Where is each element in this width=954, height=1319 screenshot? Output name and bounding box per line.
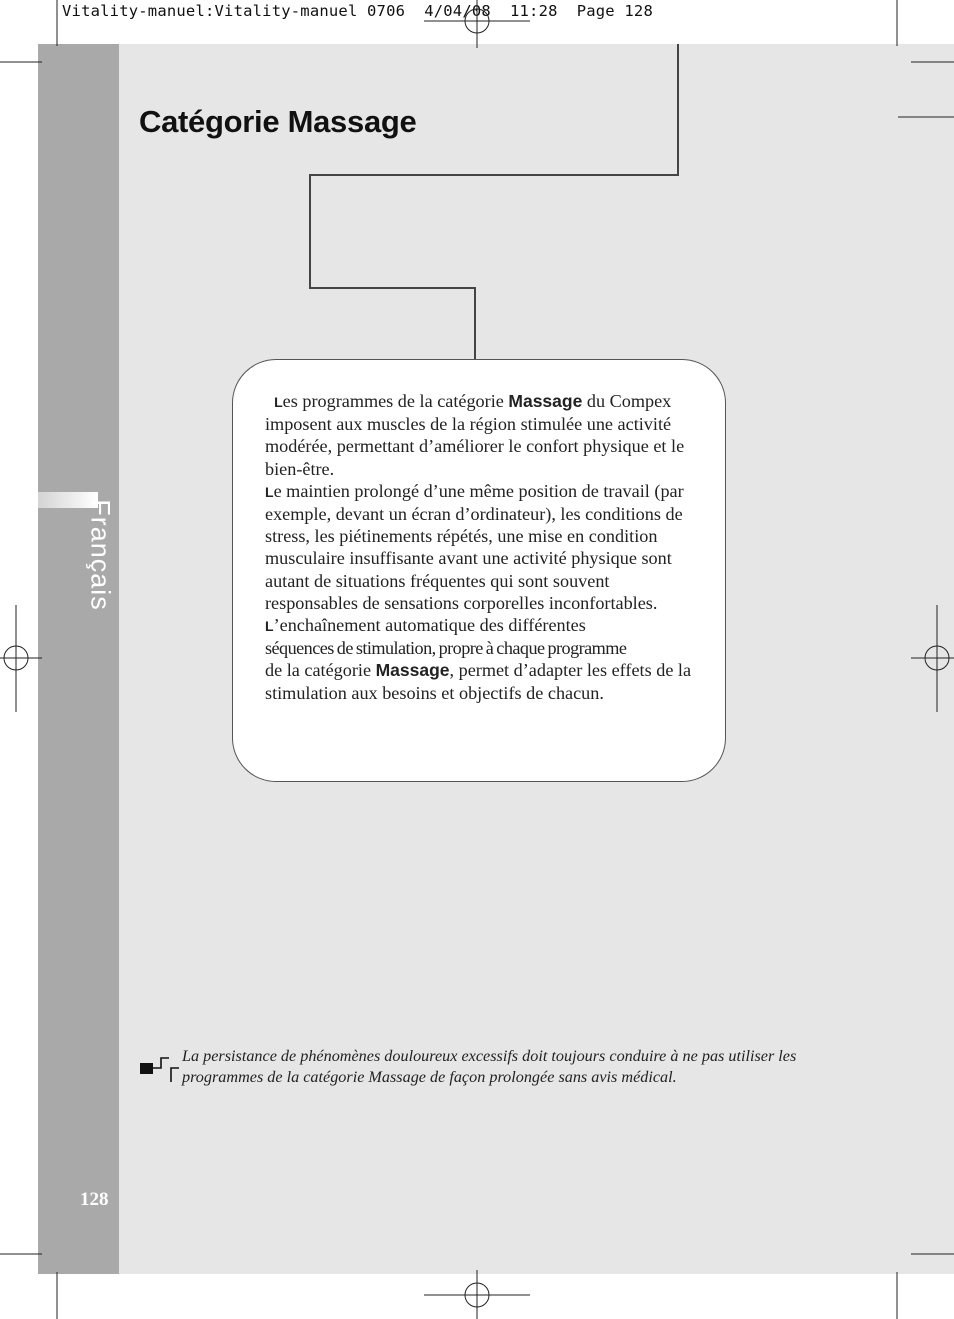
paragraph-text: es programmes de la catégorie — [282, 391, 509, 411]
paragraph-text: ’enchaînement automatique des différentes — [273, 615, 586, 636]
drop-initial: L — [265, 618, 274, 635]
brand-name: Massage — [375, 660, 450, 681]
paragraph-text: séquences de stimulation, propre à chaque programme — [265, 638, 627, 659]
page-number: 128 — [80, 1189, 109, 1210]
brand-name: Massage — [508, 391, 583, 411]
print-slug: Vitality-manuel:Vitality-manuel 0706 4/04/08 11:28 Page 128 — [62, 2, 653, 20]
intro-text-box — [232, 359, 726, 782]
language-tab: Français — [85, 499, 116, 611]
intro-paragraph-2 — [265, 480, 695, 614]
drop-initial: L — [265, 483, 274, 500]
intro-paragraph-1 — [265, 390, 695, 480]
intro-paragraph-3 — [265, 614, 695, 704]
pulse-signal-icon — [139, 1052, 181, 1086]
warning-note: La persistance de phénomènes douloureux excessifs doit toujours conduire à ne pas utiliser les programmes de la catégorie Massage de façon prolongée sans avis médical. — [182, 1047, 797, 1086]
page-title: Catégorie Massage — [139, 104, 417, 139]
paragraph-text: , permet d’adapter les effets de la stimulation aux besoins et objectifs de chacun. — [265, 660, 692, 703]
paragraph-text: e maintien prolongé d’une même position de travail (par exemple, devant un écran d’ordinateur), les conditions de stress, les piétinements répétés, une mise en condition musculaire insuffisante avant une activité physique sont autant de situations fréquentes qui sont souvent responsables de sensations corporelles inconfortables. — [265, 480, 684, 613]
drop-initial: L — [274, 394, 283, 410]
paragraph-text: de la catégorie — [265, 660, 376, 681]
paragraph-text: du Compex imposent aux muscles de la région stimulée une activité modérée, permettant d’améliorer le confort physique et le bien-être. — [265, 391, 685, 479]
